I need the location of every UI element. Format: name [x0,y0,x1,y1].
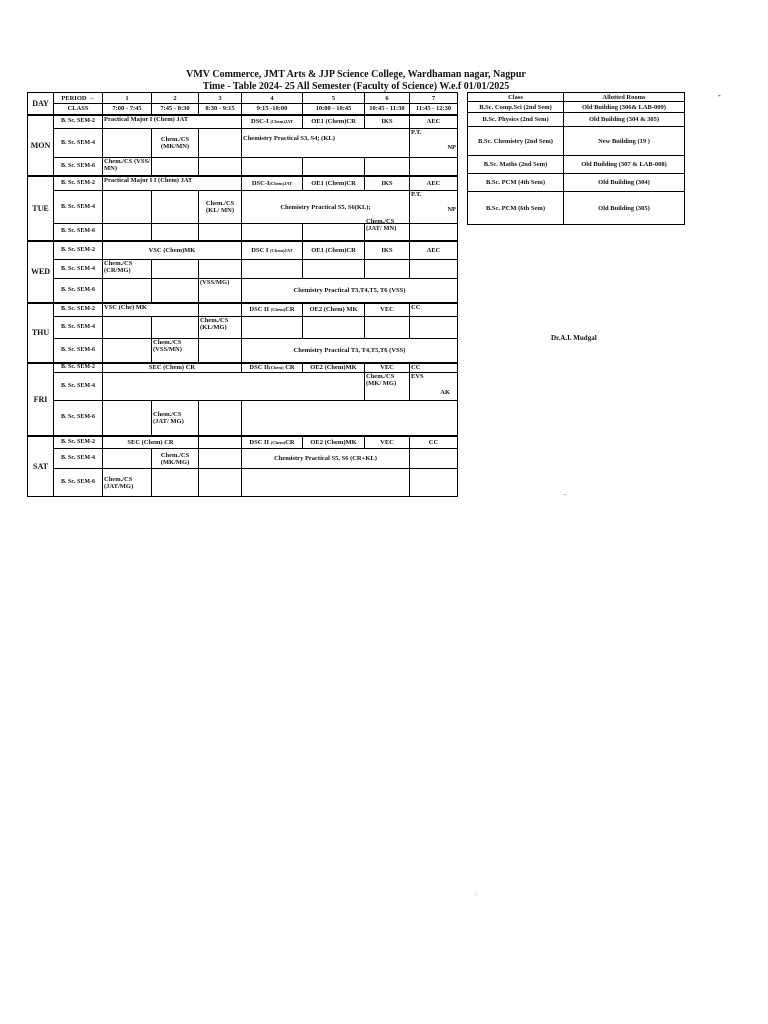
class-sem4: B. Sc. SEM-4 [54,260,103,279]
rooms-class: B.Sc. PCM (4th Sem) [468,174,564,192]
rooms-room: New Building (19 ) [564,127,685,156]
time-6: 10:45 - 11:30 [365,104,410,115]
fri-sem2-p4 [242,363,303,373]
rooms-class: B.Sc. Chemistry (2nd Sem) [468,127,564,156]
mon-sem6-p6 [365,158,410,176]
rooms-room: Old Building (306& LAB-009) [564,102,685,113]
thu-sem4-p7 [410,317,458,339]
mon-sem2-p4-main: DSC-I [251,118,269,126]
class-sem2: B. Sc. SEM-2 [54,115,103,129]
thu-sem6-p1 [103,339,152,363]
sat-sem6-p3 [199,469,242,497]
period-1: 1 [103,93,152,104]
mon-sem4-p2: Chem./CS (MK/MN) [152,129,199,158]
day-wed: WED [28,241,54,303]
period-2: 2 [152,93,199,104]
fri-sem6-p1 [103,401,152,436]
sat-sem6-p456 [242,469,410,497]
tue-sem6-p4 [242,224,303,241]
class-sem2: B. Sc. SEM-2 [54,363,103,373]
class-sem2: B. Sc. SEM-2 [54,303,103,317]
wed-sem2-p7: AEC [410,241,458,260]
thu-sem4-p3: Chem./CS (KL/MG) [199,317,242,339]
mon-sem2-p4 [242,115,303,129]
sat-sem2-p4-teacher: (Chem) [270,439,286,445]
mon-sem2-p5: OE1 (Chem)CR [303,115,365,129]
thu-sem2-p5: OE2 (Chem) MK [303,303,365,317]
sat-sem2-p5: OE2 (Chem)MK [303,436,365,449]
tue-sem2-p123: Practical Major I I (Chem) JAT [103,176,242,191]
sat-sem2-p6: VEC [365,436,410,449]
fri-sem4-p7 [410,373,458,401]
tue-sem2-p4-teacher: (Chem)JAT [269,180,293,186]
period-4: 4 [242,93,303,104]
sat-sem6-p1: Chem./CS (JAT/MG) [103,469,152,497]
mon-pt: P.T. [411,129,422,136]
day-mon: MON [28,115,54,176]
mon-sem6-p2 [152,158,199,176]
rooms-room: Old Building (307 & LAB-008) [564,156,685,174]
period-6: 6 [365,93,410,104]
sat-sem2-p3 [199,436,242,449]
fri-sem6-p4567 [242,401,458,436]
class-sem6: B. Sc. SEM-6 [54,339,103,363]
period-3: 3 [199,93,242,104]
thu-sem2-p3 [199,303,242,317]
wed-sem2-p4-main: DSC I [251,246,269,254]
rooms-class: B.Sc. Physics (2nd Sem) [468,113,564,127]
time-1: 7:00 - 7:45 [103,104,152,115]
class-sem4: B. Sc. SEM-4 [54,449,103,469]
sat-sem6-p7 [410,469,458,497]
wed-sem2-p4-teacher: (Chem)JAT [270,247,293,253]
class-sem2: B. Sc. SEM-2 [54,176,103,191]
mon-sem6-p1: Chem./CS (VSS/ MN) [103,158,152,176]
class-sem2: B. Sc. SEM-2 [54,436,103,449]
thu-sem6-p4567: Chemistry Practical T3, T4,T5,T6 (VSS) [242,339,458,363]
thu-sem4-p6 [365,317,410,339]
tue-pt: P.T. [411,191,422,198]
thu-sem4-p1 [103,317,152,339]
class-sem4: B. Sc. SEM-4 [54,191,103,224]
tue-sem4-p7 [410,191,458,224]
stray-mark: - [564,492,566,498]
thu-sem4-p4 [242,317,303,339]
tue-sem6-p1 [103,224,152,241]
class-sem6: B. Sc. SEM-6 [54,158,103,176]
mon-sem4-p456: Chemistry Practical S3, S4; (KL) [242,129,410,158]
sat-sem2-p4-cr: CR [285,438,295,446]
fri-sem6-p2: Chem./CS (JAT/ MG) [152,401,199,436]
mon-sem6-p4 [242,158,303,176]
rooms-room: Old Building (304 & 305) [564,113,685,127]
wed-sem2-p4 [242,241,303,260]
tue-sem4-p3: Chem./CS (KL/ MN) [199,191,242,224]
timetable [27,92,458,497]
mon-sem2-p4-teacher: (Chem)JAT [270,119,293,125]
period-label: PERIOD → [54,93,103,104]
college-name: VMV Commerce, JMT Arts & JJP Science College, Wardhaman nagar, Nagpur [186,69,526,80]
rooms-class: B.Sc. Maths (2nd Sem) [468,156,564,174]
fri-sem2-p7: CC [410,363,458,373]
fri-sem4-p6: Chem./CS (MK/ MG) [365,373,410,401]
thu-sem2-p7: CC [410,303,458,317]
sat-sem4-p3 [199,449,242,469]
class-sem4: B. Sc. SEM-4 [54,317,103,339]
tue-sem2-p6: IKS [365,176,410,191]
wed-sem6-p1 [103,279,152,303]
mon-sem4-p3 [199,129,242,158]
wed-sem4-p4 [242,260,303,279]
period-7: 7 [410,93,458,104]
time-7: 11:45 - 12:30 [410,104,458,115]
class-sem6: B. Sc. SEM-6 [54,224,103,241]
room-allotment-table [467,92,685,225]
sat-sem2-p4-main: DSC II [249,438,270,446]
time-4: 9:15 -10:00 [242,104,303,115]
thu-sem4-p2 [152,317,199,339]
period-5: 5 [303,93,365,104]
stray-dash: - [718,91,721,100]
thu-sem2-p6: VEC [365,303,410,317]
fri-sem2-p4-teacher: (Chem) [269,365,284,371]
wed-sem4-p5 [303,260,365,279]
sat-sem6-p2 [152,469,199,497]
sat-sem2-p7: CC [410,436,458,449]
tue-sem2-p5: OE1 (Chem)CR [303,176,365,191]
tue-sem6-p5 [303,224,365,241]
class-label: CLASS [54,104,103,115]
day-fri: FRI [28,363,54,436]
fri-sem4-p1-5 [103,373,365,401]
wed-sem4-p7 [410,260,458,279]
tue-practical: Chemistry Practical S5, S6(KL); [280,203,371,211]
sat-sem2-p4 [242,436,303,449]
sat-sem4-p2: Chem./CS (MK/MG) [152,449,199,469]
time-5: 10:00 - 10:45 [303,104,365,115]
mon-sem2-p6: IKS [365,115,410,129]
time-3: 8:30 - 9:15 [199,104,242,115]
tue-sem4-p2 [152,191,199,224]
tue-sem4-p1 [103,191,152,224]
wed-sem4-p3 [199,260,242,279]
day-thu: THU [28,303,54,363]
thu-sem2-p4 [242,303,303,317]
sat-sem4-p456: Chemistry Practical S5, S6 (CR+KL) [242,449,410,469]
mon-sem6-p3 [199,158,242,176]
sat-sem4-p1 [103,449,152,469]
rooms-class: B.Sc. Comp.Sci (2nd Sem) [468,102,564,113]
tue-sem2-p7: AEC [410,176,458,191]
thu-sem6-p2: Chem./CS (VSS/MN) [152,339,199,363]
time-2: 7:45 - 8:30 [152,104,199,115]
wed-sem6-p2 [152,279,199,303]
fri-sem2-p123: SEC (Chem) CR [103,363,242,373]
thu-sem2-p4-teacher: (Chem) [270,307,286,313]
thu-sem2-p4-cr: CR [285,306,295,314]
day-tue: TUE [28,176,54,241]
fri-evs: EVS [411,373,424,380]
tue-chem-cs: Chem./CS (JAT/ MN) [366,218,397,232]
sat-sem4-p7 [410,449,458,469]
class-sem6: B. Sc. SEM-6 [54,469,103,497]
tue-sem6-p2 [152,224,199,241]
tue-sem2-p4 [242,176,303,191]
wed-sem6-p3: (VSS/MG) [199,279,242,303]
signature: Dr.A.I. Mudgal [551,334,597,342]
wed-sem4-p1: Chem./CS (CR/MG) [103,260,152,279]
tue-sem6-p7 [410,224,458,241]
rooms-class: B.Sc. PCM (6th Sem) [468,192,564,225]
thu-sem2-p4-main: DSC II [249,306,270,314]
timetable-title: Time - Table 2024- 25 All Semester (Faculty of Science) W.e.f 01/01/2025 [202,81,510,92]
class-sem4: B. Sc. SEM-4 [54,129,103,158]
day-sat: SAT [28,436,54,497]
rooms-room: Old Building (304) [564,174,685,192]
mon-sem4-p7 [410,129,458,158]
wed-sem2-p123: VSC (Chem)MK [103,241,242,260]
rooms-header-class: Class [468,93,564,102]
thu-sem6-p3 [199,339,242,363]
stray-dot: . [476,892,478,897]
day-header: DAY [28,93,54,115]
mon-sem2-p7: AEC [410,115,458,129]
fri-sem6-p3 [199,401,242,436]
wed-sem2-p6: IKS [365,241,410,260]
tue-np: NP [447,206,456,213]
tue-sem2-p4-main: DSC-I [251,179,270,187]
tue-sem4-p456 [242,191,410,232]
thu-sem4-p5 [303,317,365,339]
fri-sem2-p5: OE2 (Chem)MK [303,363,365,373]
rooms-room: Old Building (305) [564,192,685,225]
mon-sem6-p5 [303,158,365,176]
mon-sem4-p1 [103,129,152,158]
thu-sem2-p12: VSC (Che) MK [103,303,199,317]
class-sem6: B. Sc. SEM-6 [54,279,103,303]
class-sem4: B. Sc. SEM-4 [54,373,103,401]
fri-sem2-p4-main: DSC II [249,364,270,372]
fri-ak: AK [440,389,450,396]
mon-np: NP [447,144,456,151]
sat-sem2-p12: SEC (Chem) CR [103,436,199,449]
wed-sem4-p2 [152,260,199,279]
wed-sem4-p6 [365,260,410,279]
wed-sem6-p4567: Chemistry Practical T3,T4,T5, T6 (VSS) [242,279,458,303]
mon-sem6-p7 [410,158,458,176]
rooms-header-room: Allotted Rooms [564,93,685,102]
fri-sem2-p6: VEC [365,363,410,373]
fri-sem2-p4-cr: CR [285,364,295,372]
class-sem6: B. Sc. SEM-6 [54,401,103,436]
wed-sem2-p5: OE1 (Chem)CR [303,241,365,260]
class-sem2: B. Sc. SEM-2 [54,241,103,260]
mon-sem2-p123: Practical Major I (Chem) JAT [103,115,242,129]
tue-sem6-p3 [199,224,242,241]
